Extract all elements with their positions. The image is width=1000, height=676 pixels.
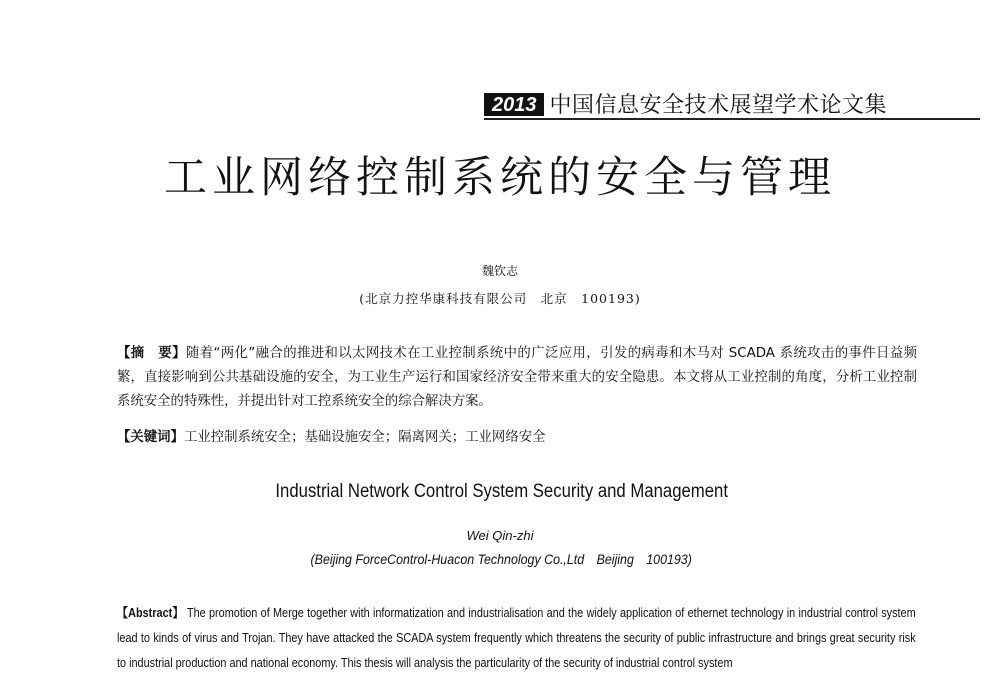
running-header xyxy=(484,86,887,120)
keywords-cn-label: 【关键词】 xyxy=(117,430,184,445)
year-badge: 2013 xyxy=(484,93,544,116)
paper-title-cn: 工业网络控制系统的安全与管理 xyxy=(164,153,836,203)
keywords-cn xyxy=(117,427,917,449)
abstract-cn-text: 随着“两化”融合的推进和以太网技术在工业控制系统中的广泛应用，引发的病毒和木马对 SCADA 系统攻击的事件日益频繁，直接影响到公共基础设施的安全，为工业生产运行和国家经济安全带来重大的安全隐患。本文将从工业控制的角度，分析工业控制系统安全的特殊性，并提出针对工控系统安全的综合解决方案。 xyxy=(117,346,917,409)
collection-title: 中国信息安全技术展望学术论文集 xyxy=(549,93,888,118)
header-rule xyxy=(484,118,980,120)
author-cn: 魏钦志 xyxy=(481,264,518,278)
affiliation-en: (Beijing ForceControl-Huacon Technology Co.,Ltd Beijing 100193) xyxy=(310,552,692,567)
affiliation-cn: (北京力控华康科技有限公司 北京 100193) xyxy=(359,291,641,306)
keywords-cn-text: 工业控制系统安全；基础设施安全；隔离网关；工业网络安全 xyxy=(183,430,546,445)
abstract-en-text: The promotion of Merge together with informatization and industrialisation and the widely application of ethernet technology in industrial control system lead to kinds of virus and Trojan. They have attacked the SCADA system frequently which threatens the security of public infrastructure and brings great security risk to industrial production and national economy. This thesis will analysis the particularity of the security of industrial control system xyxy=(117,606,916,670)
paper-title-en: Industrial Network Control System Security and Management xyxy=(275,481,728,502)
abstract-en xyxy=(117,601,916,676)
abstract-en-label: 【Abstract】 xyxy=(117,606,184,620)
abstract-cn-label: 【摘 要】 xyxy=(117,346,186,361)
abstract-cn xyxy=(117,342,917,414)
author-en: Wei Qin-zhi xyxy=(466,528,534,543)
